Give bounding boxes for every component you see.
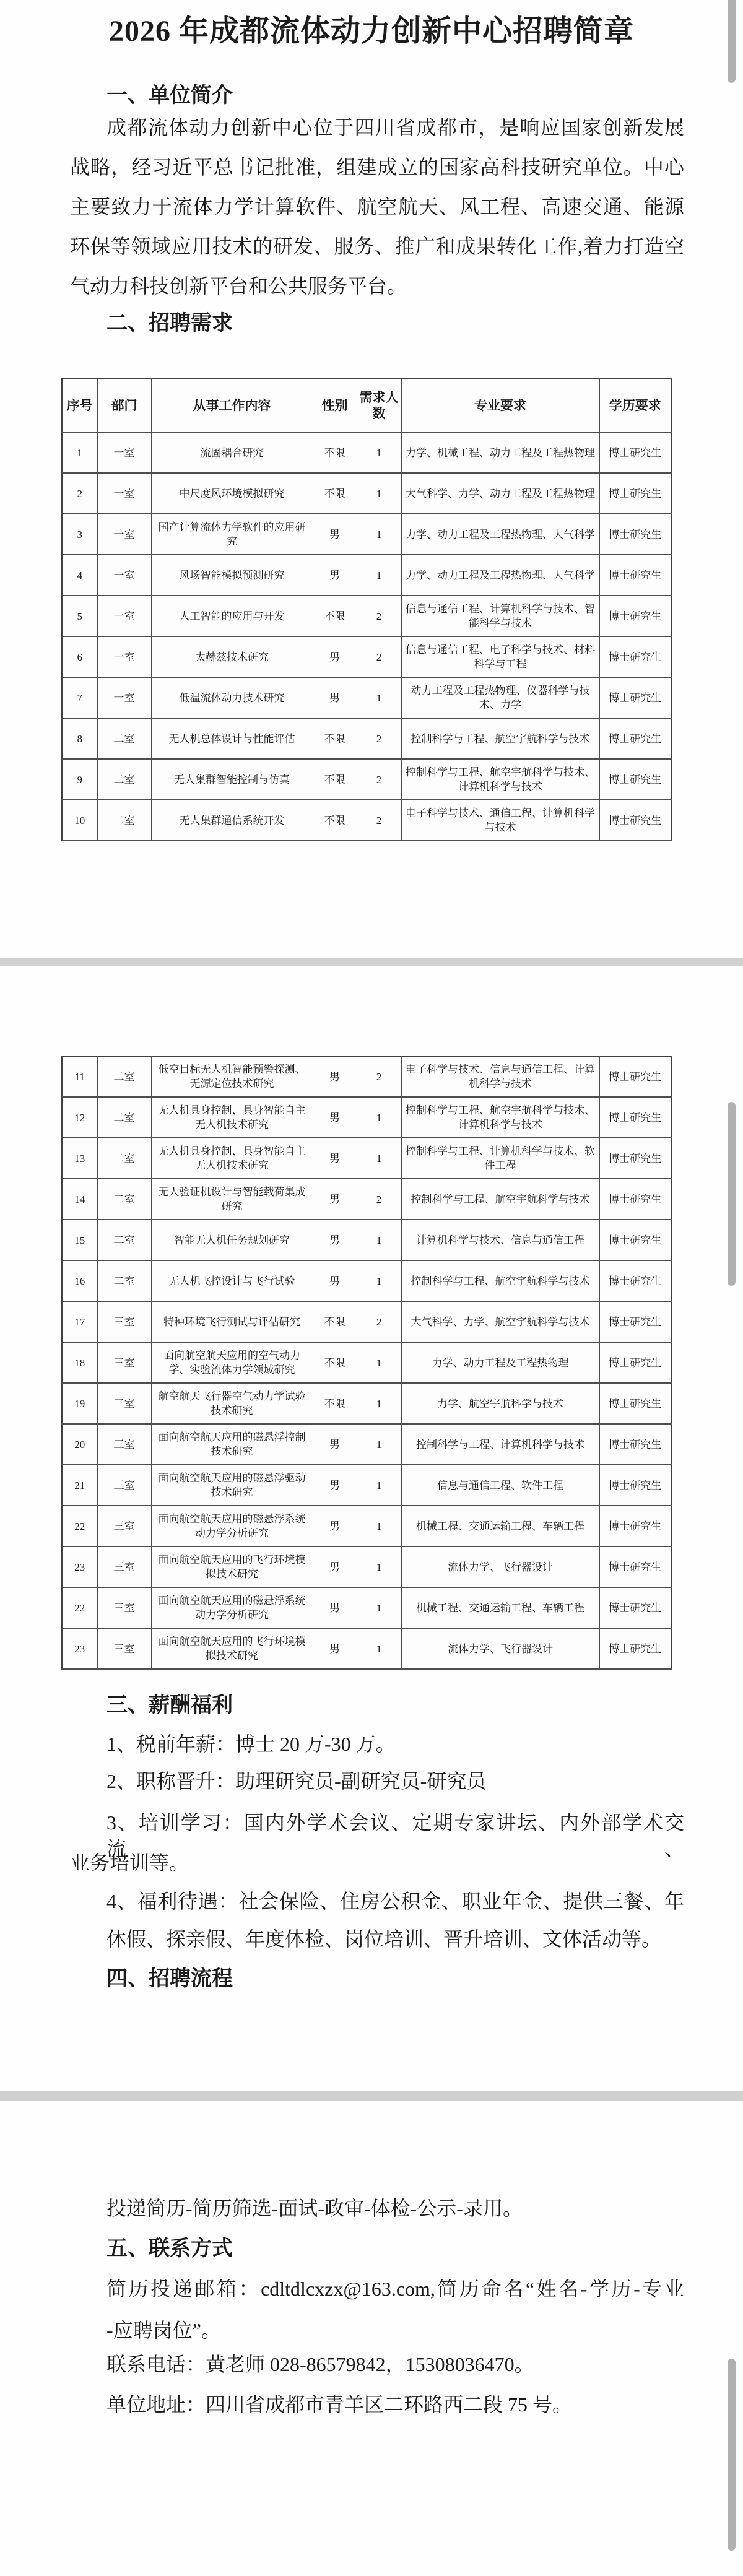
table-cell: 博士研究生 [599, 1097, 671, 1138]
table-cell: 2 [357, 759, 401, 800]
table-cell: 力学、机械工程、动力工程及工程热物理 [401, 432, 599, 473]
table-cell: 无人集群智能控制与仿真 [151, 759, 313, 800]
table-cell: 无人验证机设计与智能载荷集成研究 [151, 1179, 313, 1220]
table-cell: 博士研究生 [599, 514, 671, 555]
table-cell: 不限 [313, 800, 357, 841]
table-cell: 博士研究生 [599, 636, 671, 677]
table-cell: 面向航空航天应用的飞行环境模拟技术研究 [151, 1628, 313, 1669]
table-cell: 1 [357, 1260, 401, 1301]
table-cell: 14 [62, 1179, 97, 1220]
table-cell: 信息与通信工程、软件工程 [401, 1465, 599, 1506]
table-cell: 不限 [313, 1342, 357, 1383]
table-cell: 低温流体动力技术研究 [151, 677, 313, 718]
table-cell: 信息与通信工程、计算机科学与技术、智能科学与技术 [401, 596, 599, 636]
table-header-row [62, 379, 671, 432]
table-cell: 无人机飞控设计与飞行试验 [151, 1260, 313, 1301]
table-cell: 机械工程、交通运输工程、车辆工程 [401, 1506, 599, 1546]
table-row [62, 1097, 671, 1138]
table-cell: 博士研究生 [599, 1301, 671, 1342]
table-cell: 博士研究生 [599, 1138, 671, 1179]
table-cell: 1 [357, 1506, 401, 1546]
page-separator [0, 958, 743, 966]
table-cell: 12 [62, 1097, 97, 1138]
table-cell: 面向航空航天应用的飞行环境模拟技术研究 [151, 1546, 313, 1587]
table-cell: 面向航空航天应用的磁悬浮系统动力学分析研究 [151, 1506, 313, 1546]
table-row [62, 1383, 671, 1424]
table-cell: 面向航空航天应用的磁悬浮控制技术研究 [151, 1424, 313, 1465]
table-cell: 博士研究生 [599, 1628, 671, 1669]
table-cell: 二室 [97, 1260, 151, 1301]
table-cell: 2 [357, 636, 401, 677]
table-cell: 博士研究生 [599, 596, 671, 636]
table-row [62, 596, 671, 636]
table-cell: 博士研究生 [599, 1424, 671, 1465]
table-cell: 一室 [97, 677, 151, 718]
table-cell: 太赫兹技术研究 [151, 636, 313, 677]
table-cell: 男 [313, 677, 357, 718]
table-cell: 22 [62, 1506, 97, 1546]
table-cell: 三室 [97, 1587, 151, 1628]
table-row [62, 1424, 671, 1465]
table-cell: 面向航空航天应用的磁悬浮驱动技术研究 [151, 1465, 313, 1506]
table-row [62, 473, 671, 514]
table-cell: 三室 [97, 1424, 151, 1465]
column-header: 学历要求 [599, 379, 671, 432]
table-cell: 三室 [97, 1301, 151, 1342]
table-cell: 男 [313, 636, 357, 677]
intro-line: 主要致力于流体力学计算软件、航空航天、风工程、高速交通、能源 [70, 196, 684, 218]
table-cell: 一室 [97, 636, 151, 677]
table-cell: 不限 [313, 596, 357, 636]
table-cell: 智能无人机任务规划研究 [151, 1220, 313, 1260]
page-separator [0, 2091, 743, 2101]
table-cell: 23 [62, 1546, 97, 1587]
column-header: 性别 [313, 379, 357, 432]
table-cell: 1 [357, 1628, 401, 1669]
table-cell: 控制科学与工程、航空宇航科学与技术、计算机科学与技术 [401, 759, 599, 800]
table-row [62, 1342, 671, 1383]
table-cell: 不限 [313, 473, 357, 514]
table-cell: 一室 [97, 596, 151, 636]
recruit-table-part2 [61, 1056, 672, 1670]
table-row [62, 514, 671, 555]
table-cell: 2 [357, 1056, 401, 1097]
table-cell: 男 [313, 1260, 357, 1301]
column-header: 需求人数 [357, 379, 401, 432]
section-heading-recruit: 二、招聘需求 [106, 311, 233, 335]
table-cell: 三室 [97, 1465, 151, 1506]
process-flow-line: 投递简历-简历筛选-面试-政审-体检-公示-录用。 [106, 2197, 523, 2219]
table-cell: 电子科学与技术、通信工程、计算机科学与技术 [401, 800, 599, 841]
table-cell: 1 [357, 1138, 401, 1179]
table-cell: 1 [357, 1342, 401, 1383]
table-cell: 8 [62, 718, 97, 759]
table-cell: 博士研究生 [599, 1260, 671, 1301]
table-cell: 3 [62, 514, 97, 555]
table-cell: 男 [313, 1628, 357, 1669]
table-cell: 博士研究生 [599, 432, 671, 473]
table-row [62, 759, 671, 800]
table-cell: 不限 [313, 1383, 357, 1424]
table-row [62, 677, 671, 718]
table-cell: 博士研究生 [599, 718, 671, 759]
intro-line: 战略，经习近平总书记批准，组建成立的国家高科技研究单位。中心 [70, 156, 684, 178]
table-cell: 二室 [97, 1056, 151, 1097]
table-cell: 二室 [97, 1220, 151, 1260]
table-cell: 电子科学与技术、信息与通信工程、计算机科学与技术 [401, 1056, 599, 1097]
table-cell: 1 [62, 432, 97, 473]
table-cell: 1 [357, 677, 401, 718]
table-cell: 中尺度风环境模拟研究 [151, 473, 313, 514]
section-heading-salary: 三、薪酬福利 [106, 1693, 233, 1717]
table-row [62, 1179, 671, 1220]
table-cell: 力学、动力工程及工程热物理、大气科学 [401, 514, 599, 555]
table-cell: 流体力学、飞行器设计 [401, 1546, 599, 1587]
table-cell: 计算机科学与技术、信息与通信工程 [401, 1220, 599, 1260]
table-cell: 20 [62, 1424, 97, 1465]
table-cell: 22 [62, 1587, 97, 1628]
scrollbar-thumb[interactable] [728, 1102, 736, 1286]
table-cell: 1 [357, 432, 401, 473]
table-cell: 一室 [97, 555, 151, 596]
table-cell: 男 [313, 514, 357, 555]
column-header: 部门 [97, 379, 151, 432]
table-cell: 动力工程及工程热物理、仪器科学与技术、力学 [401, 677, 599, 718]
salary-line: 休假、探亲假、年度体检、岗位培训、晋升培训、文体活动等。 [106, 1928, 662, 1950]
table-cell: 博士研究生 [599, 1587, 671, 1628]
table-cell: 博士研究生 [599, 1465, 671, 1506]
contact-address-line: 单位地址：四川省成都市青羊区二环路西二段 75 号。 [106, 2393, 573, 2416]
table-cell: 国产计算流体力学软件的应用研究 [151, 514, 313, 555]
section-heading-contact: 五、联系方式 [106, 2237, 233, 2260]
table-cell: 控制科学与工程、航空宇航科学与技术 [401, 1179, 599, 1220]
salary-line: 1、税前年薪：博士 20 万-30 万。 [106, 1733, 396, 1755]
table-cell: 二室 [97, 718, 151, 759]
salary-line: 3、培训学习：国内外学术会议、定期专家讲坛、内外部学术交流、 [106, 1811, 684, 1860]
table-row [62, 1506, 671, 1546]
table-cell: 10 [62, 800, 97, 841]
table-cell: 不限 [313, 759, 357, 800]
scrollbar-thumb[interactable] [728, 0, 736, 83]
salary-line: 业务培训等。 [70, 1852, 189, 1874]
table-cell: 二室 [97, 759, 151, 800]
section-heading-intro: 一、单位简介 [106, 84, 233, 107]
table-cell: 男 [313, 1220, 357, 1260]
table-cell: 人工智能的应用与开发 [151, 596, 313, 636]
table-cell: 2 [357, 596, 401, 636]
table-cell: 男 [313, 1546, 357, 1587]
table-cell: 2 [357, 1179, 401, 1220]
table-row [62, 1138, 671, 1179]
table-cell: 力学、动力工程及工程热物理 [401, 1342, 599, 1383]
table-row [62, 1628, 671, 1669]
table-cell: 控制科学与工程、航空宇航科学与技术、计算机科学与技术 [401, 1097, 599, 1138]
table-cell: 男 [313, 1587, 357, 1628]
table-cell: 不限 [313, 1301, 357, 1342]
table-cell: 1 [357, 1465, 401, 1506]
table-cell: 13 [62, 1138, 97, 1179]
table-cell: 1 [357, 1546, 401, 1587]
table-cell: 21 [62, 1465, 97, 1506]
table-cell: 信息与通信工程、电子科学与技术、材料科学与工程 [401, 636, 599, 677]
table-cell: 博士研究生 [599, 1056, 671, 1097]
table-cell: 控制科学与工程、航空宇航科学与技术 [401, 1260, 599, 1301]
table-cell: 博士研究生 [599, 1383, 671, 1424]
table-cell: 大气科学、力学、航空宇航科学与技术 [401, 1301, 599, 1342]
table-cell: 1 [357, 1097, 401, 1138]
table-cell: 二室 [97, 800, 151, 841]
table-cell: 航空航天飞行器空气动力学试验技术研究 [151, 1383, 313, 1424]
table-cell: 男 [313, 555, 357, 596]
table-cell: 4 [62, 555, 97, 596]
column-header: 序号 [62, 379, 97, 432]
table-cell: 男 [313, 1506, 357, 1546]
table-cell: 1 [357, 1424, 401, 1465]
table-cell: 二室 [97, 1097, 151, 1138]
table-cell: 18 [62, 1342, 97, 1383]
table-cell: 风场智能模拟预测研究 [151, 555, 313, 596]
table-cell: 面向航空航天应用的空气动力学、实验流体力学领域研究 [151, 1342, 313, 1383]
table-row [62, 1260, 671, 1301]
table-cell: 一室 [97, 514, 151, 555]
column-header: 从事工作内容 [151, 379, 313, 432]
table-cell: 博士研究生 [599, 1546, 671, 1587]
table-row [62, 1220, 671, 1260]
table-cell: 无人集群通信系统开发 [151, 800, 313, 841]
table-cell: 2 [357, 1301, 401, 1342]
table-row [62, 718, 671, 759]
table-cell: 控制科学与工程、航空宇航科学与技术 [401, 718, 599, 759]
table-cell: 力学、动力工程及工程热物理、大气科学 [401, 555, 599, 596]
table-cell: 无人机具身控制、具身智能自主无人机技术研究 [151, 1138, 313, 1179]
table-row [62, 800, 671, 841]
table-cell: 控制科学与工程、计算机科学与技术、软件工程 [401, 1138, 599, 1179]
table-row [62, 636, 671, 677]
table-cell: 无人机具身控制、具身智能自主无人机技术研究 [151, 1097, 313, 1138]
table-row [62, 1301, 671, 1342]
table-cell: 1 [357, 514, 401, 555]
salary-line: 4、福利待遇：社会保险、住房公积金、职业年金、提供三餐、年 [106, 1890, 684, 1912]
table-cell: 大气科学、力学、动力工程及工程热物理 [401, 473, 599, 514]
intro-line: 成都流体动力创新中心位于四川省成都市，是响应国家创新发展 [106, 116, 684, 139]
table-cell: 23 [62, 1628, 97, 1669]
table-cell: 博士研究生 [599, 1342, 671, 1383]
table-cell: 男 [313, 1097, 357, 1138]
table-row [62, 555, 671, 596]
page-title: 2026 年成都流体动力创新中心招聘简章 [108, 15, 634, 48]
table-cell: 16 [62, 1260, 97, 1301]
column-header: 专业要求 [401, 379, 599, 432]
salary-line: 2、职称晋升：助理研究员-副研究员-研究员 [106, 1770, 487, 1792]
table-cell: 1 [357, 1383, 401, 1424]
contact-email-line: -应聘岗位”。 [106, 2319, 221, 2341]
table-cell: 博士研究生 [599, 1179, 671, 1220]
table-cell: 2 [62, 473, 97, 514]
table-cell: 男 [313, 1138, 357, 1179]
scrollbar-thumb[interactable] [728, 2359, 736, 2551]
table-cell: 5 [62, 596, 97, 636]
table-cell: 特种环境飞行测试与评估研究 [151, 1301, 313, 1342]
table-cell: 博士研究生 [599, 800, 671, 841]
table-cell: 2 [357, 800, 401, 841]
table-cell: 7 [62, 677, 97, 718]
table-cell: 1 [357, 1587, 401, 1628]
table-cell: 博士研究生 [599, 473, 671, 514]
table-cell: 一室 [97, 473, 151, 514]
intro-line: 环保等领域应用技术的研发、服务、推广和成果转化工作,着力打造空 [70, 235, 684, 258]
table-cell: 流固耦合研究 [151, 432, 313, 473]
section-heading-process: 四、招聘流程 [106, 1967, 233, 1990]
table-cell: 15 [62, 1220, 97, 1260]
table-cell: 力学、航空宇航科学与技术 [401, 1383, 599, 1424]
table-cell: 博士研究生 [599, 555, 671, 596]
table-row [62, 1587, 671, 1628]
table-cell: 博士研究生 [599, 759, 671, 800]
table-cell: 三室 [97, 1546, 151, 1587]
table-cell: 9 [62, 759, 97, 800]
table-cell: 不限 [313, 432, 357, 473]
table-cell: 男 [313, 1465, 357, 1506]
table-cell: 不限 [313, 718, 357, 759]
table-cell: 控制科学与工程、计算机科学与技术 [401, 1424, 599, 1465]
table-cell: 博士研究生 [599, 1506, 671, 1546]
table-cell: 一室 [97, 432, 151, 473]
table-cell: 1 [357, 473, 401, 514]
table-row [62, 1056, 671, 1097]
recruit-table-part1 [61, 378, 672, 841]
table-cell: 三室 [97, 1383, 151, 1424]
table-cell: 低空目标无人机智能预警探测、无源定位技术研究 [151, 1056, 313, 1097]
table-cell: 博士研究生 [599, 677, 671, 718]
table-cell: 男 [313, 1056, 357, 1097]
table-cell: 17 [62, 1301, 97, 1342]
table-cell: 1 [357, 1220, 401, 1260]
table-cell: 11 [62, 1056, 97, 1097]
contact-phone-line: 联系电话：黄老师 028-86579842，15308036470。 [106, 2353, 534, 2375]
contact-email-line: 简历投递邮箱：cdltdlcxzx@163.com,简历命名“姓名-学历-专业 [106, 2278, 684, 2300]
table-cell: 6 [62, 636, 97, 677]
table-cell: 三室 [97, 1628, 151, 1669]
table-row [62, 1546, 671, 1587]
table-cell: 男 [313, 1179, 357, 1220]
table-cell: 男 [313, 1424, 357, 1465]
table-cell: 2 [357, 718, 401, 759]
intro-line: 气动力科技创新平台和公共服务平台。 [70, 275, 407, 297]
table-row [62, 432, 671, 473]
table-row [62, 1465, 671, 1506]
table-cell: 流体力学、飞行器设计 [401, 1628, 599, 1669]
table-cell: 1 [357, 555, 401, 596]
table-cell: 三室 [97, 1342, 151, 1383]
table-cell: 19 [62, 1383, 97, 1424]
table-cell: 三室 [97, 1506, 151, 1546]
table-cell: 博士研究生 [599, 1220, 671, 1260]
table-cell: 面向航空航天应用的磁悬浮系统动力学分析研究 [151, 1587, 313, 1628]
table-cell: 无人机总体设计与性能评估 [151, 718, 313, 759]
table-cell: 二室 [97, 1179, 151, 1220]
table-cell: 机械工程、交通运输工程、车辆工程 [401, 1587, 599, 1628]
table-cell: 二室 [97, 1138, 151, 1179]
